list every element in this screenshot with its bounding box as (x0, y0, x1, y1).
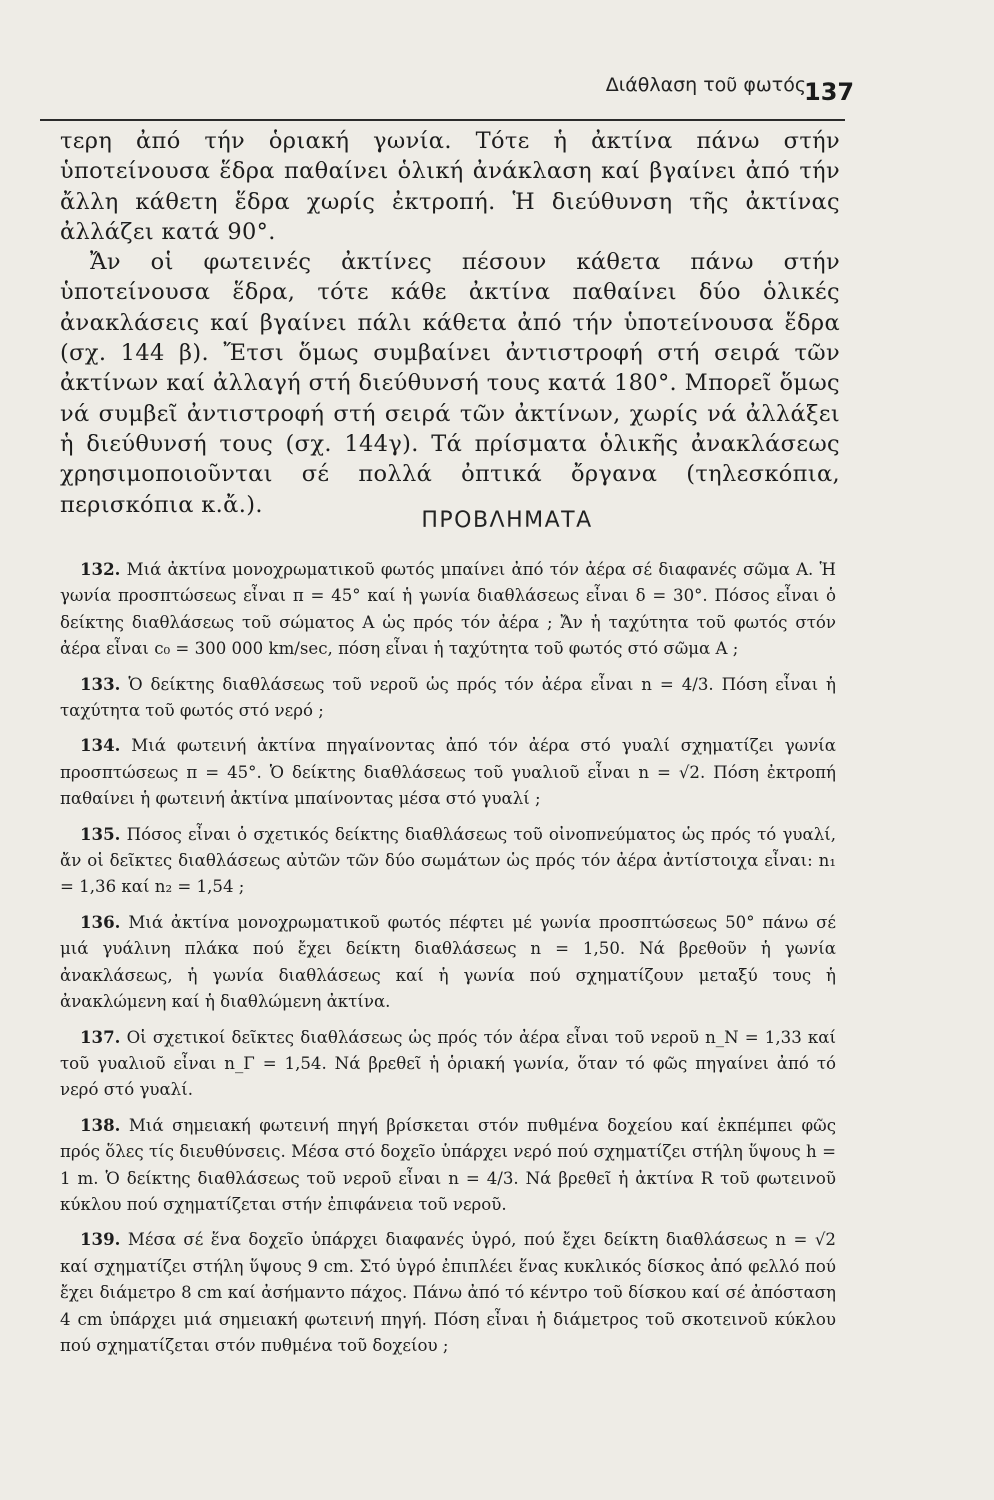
problem-text: Μιά ἀκτίνα μονοχρωματικοῦ φωτός μπαίνει ἀπό τόν ἀέρα σέ διαφανές σῶμα Α. Ἡ γωνία προσπτώσεως εἶναι π = 45° καί ἡ γωνία διαθλάσεως εἶναι δ = 30°. Πόσος εἶναι ὁ δείκτης διαθλάσεως τοῦ σώματος Α ὡς πρός τόν ἀέρα ; Ἄν ἡ ταχύτητα τοῦ φωτός στόν ἀέρα εἶναι c₀ = 300 000 km/sec, πόση εἶναι ἡ ταχύτητα τοῦ φωτός στό σῶμα Α ; (60, 560, 837, 659)
running-header (40, 74, 844, 96)
problem-text: Μέσα σέ ἕνα δοχεῖο ὑπάρχει διαφανές ὑγρό, πού ἔχει δείκτη διαθλάσεως n = √2 καί σχηματίζει στήλη ὕψους 9 cm. Στό ὑγρό ἐπιπλέει ἕνας κυκλικός δίσκος ἀπό φελλό πού ἔχει διάμετρο 8 cm καί ἀσήμαντο πάχος. Πάνω ἀπό τό κέντρο τοῦ δίσκου καί σέ ἀπόσταση 4 cm ὑπάρχει μιά σημειακή φωτεινή πηγή. Πόση εἶναι ἡ διάμετρος τοῦ σκοτεινοῦ κύκλου πού σχηματίζεται στόν πυθμένα τοῦ δοχείου ; (60, 1230, 836, 1355)
problem-item (60, 671, 836, 725)
problem-item (60, 1024, 836, 1104)
intro-paragraph-2: Ἄν οἱ φωτεινές ἀκτίνες πέσουν κάθετα πάνω στήν ὑποτείνουσα ἕδρα, τότε κάθε ἀκτίνα παθαίνει δύο ὁλικές ἀνακλάσεις καί βγαίνει πάλι κάθετα ἀπό τήν ὑποτείνουσα ἕδρα (σχ. 144 β). Ἔτσι ὅμως συμβαίνει ἀντιστροφή στή σειρά τῶν ἀκτίνων καί ἀλλαγή στή διεύθυνσή τους κατά 180°. Μπορεῖ ὅμως νά συμβεῖ ἀντιστροφή στή σειρά τῶν ἀκτίνων, χωρίς νά ἀλλάξει ἡ διεύθυνσή τους (σχ. 144γ). Τά πρίσματα ὁλικῆς ἀνακλάσεως χρησιμοποιοῦνται σέ πολλά ὀπτικά ὄργανα (τηλεσκόπια, περισκόπια κ.ἄ.). (60, 249, 840, 518)
problem-item (60, 1226, 836, 1359)
problem-number: 132. (80, 559, 121, 579)
problem-text: Μιά ἀκτίνα μονοχρωματικοῦ φωτός πέφτει μέ γωνία προσπτώσεως 50° πάνω σέ μιά γυάλινη πλάκα πού ἔχει δείκτη διαθλάσεως n = 1,50. Νά βρεθοῦν ἡ γωνία ἀνακλάσεως, ἡ γωνία διαθλάσεως καί ἡ γωνία πού σχηματίζουν μεταξύ τους ἡ ἀνακλώμενη καί ἡ διαθλώμενη ἀκτίνα. (60, 912, 836, 1012)
intro-paragraph-1: τερη ἀπό τήν ὁριακή γωνία. Τότε ἡ ἀκτίνα πάνω στήν ὑποτείνουσα ἕδρα παθαίνει ὁλική ἀνάκλαση καί βγαίνει ἀπό τήν ἄλλη κάθετη ἕδρα χωρίς ἐκτροπή. Ἡ διεύθυνση τῆς ἀκτίνας ἀλλάζει κατά 90°. (60, 128, 840, 245)
page-number: 137 (804, 78, 855, 106)
problem-number: 133. (80, 673, 121, 694)
section-title: ΠΡΟΒΛΗΜΑΤΑ (421, 508, 593, 533)
problem-number: 138. (80, 1114, 121, 1135)
problem-item (60, 1112, 836, 1219)
problem-text: Οἱ σχετικοί δεῖκτες διαθλάσεως ὡς πρός τόν ἀέρα εἶναι τοῦ νεροῦ n_N = 1,33 καί τοῦ γυαλιοῦ εἶναι n_Γ = 1,54. Νά βρεθεῖ ἡ ὁριακή γωνία, ὅταν τό φῶς πηγαίνει ἀπό τό νερό στό γυαλί. (60, 1027, 836, 1100)
problem-text: Μιά σημειακή φωτεινή πηγή βρίσκεται στόν πυθμένα δοχείου καί ἐκπέμπει φῶς πρός ὅλες τίς διευθύνσεις. Μέσα στό δοχεῖο ὑπάρχει νερό πού σχηματίζει στήλη ὕψους h = 1 m. Ὁ δείκτης διαθλάσεως τοῦ νεροῦ εἶναι n = 4/3. Νά βρεθεῖ ἡ ἀκτίνα R τοῦ φωτεινοῦ κύκλου πού σχηματίζεται στήν ἐπιφάνεια τοῦ νεροῦ. (60, 1115, 836, 1214)
problem-text: Ὁ δείκτης διαθλάσεως τοῦ νεροῦ ὡς πρός τόν ἀέρα εἶναι n = 4/3. Πόση εἶναι ἡ ταχύτητα τοῦ φωτός στό νερό ; (60, 674, 836, 721)
problem-text: Μιά φωτεινή ἀκτίνα πηγαίνοντας ἀπό τόν ἀέρα στό γυαλί σχηματίζει γωνία προσπτώσεως π = 45°. Ὁ δείκτης διαθλάσεως τοῦ γυαλιοῦ εἶναι n = √2. Πόση ἐκτροπή παθαίνει ἡ φωτεινή ἀκτίνα μπαίνοντας μέσα στό γυαλί ; (60, 736, 836, 809)
problem-number: 135. (80, 823, 121, 844)
problems-list (60, 556, 836, 1367)
problem-item (60, 732, 836, 812)
intro-text (60, 126, 840, 520)
problem-number: 139. (80, 1229, 121, 1250)
problem-item (60, 909, 836, 1016)
problem-number: 136. (80, 911, 121, 932)
running-title: Διάθλαση τοῦ φωτός (605, 74, 806, 96)
problem-item (60, 556, 836, 663)
problem-text: Πόσος εἶναι ὁ σχετικός δείκτης διαθλάσεως τοῦ οἰνοπνεύματος ὡς πρός τό γυαλί, ἄν οἱ δεῖκτες διαθλάσεως αὐτῶν τῶν δύο σωμάτων ὡς πρός τόν ἀέρα ἀντίστοιχα εἶναι: n₁ = 1,36 καί n₂ = 1,54 ; (60, 824, 837, 897)
problem-number: 134. (80, 735, 121, 756)
problem-number: 137. (80, 1026, 121, 1047)
problem-item (60, 821, 836, 901)
header-rule (40, 119, 845, 121)
